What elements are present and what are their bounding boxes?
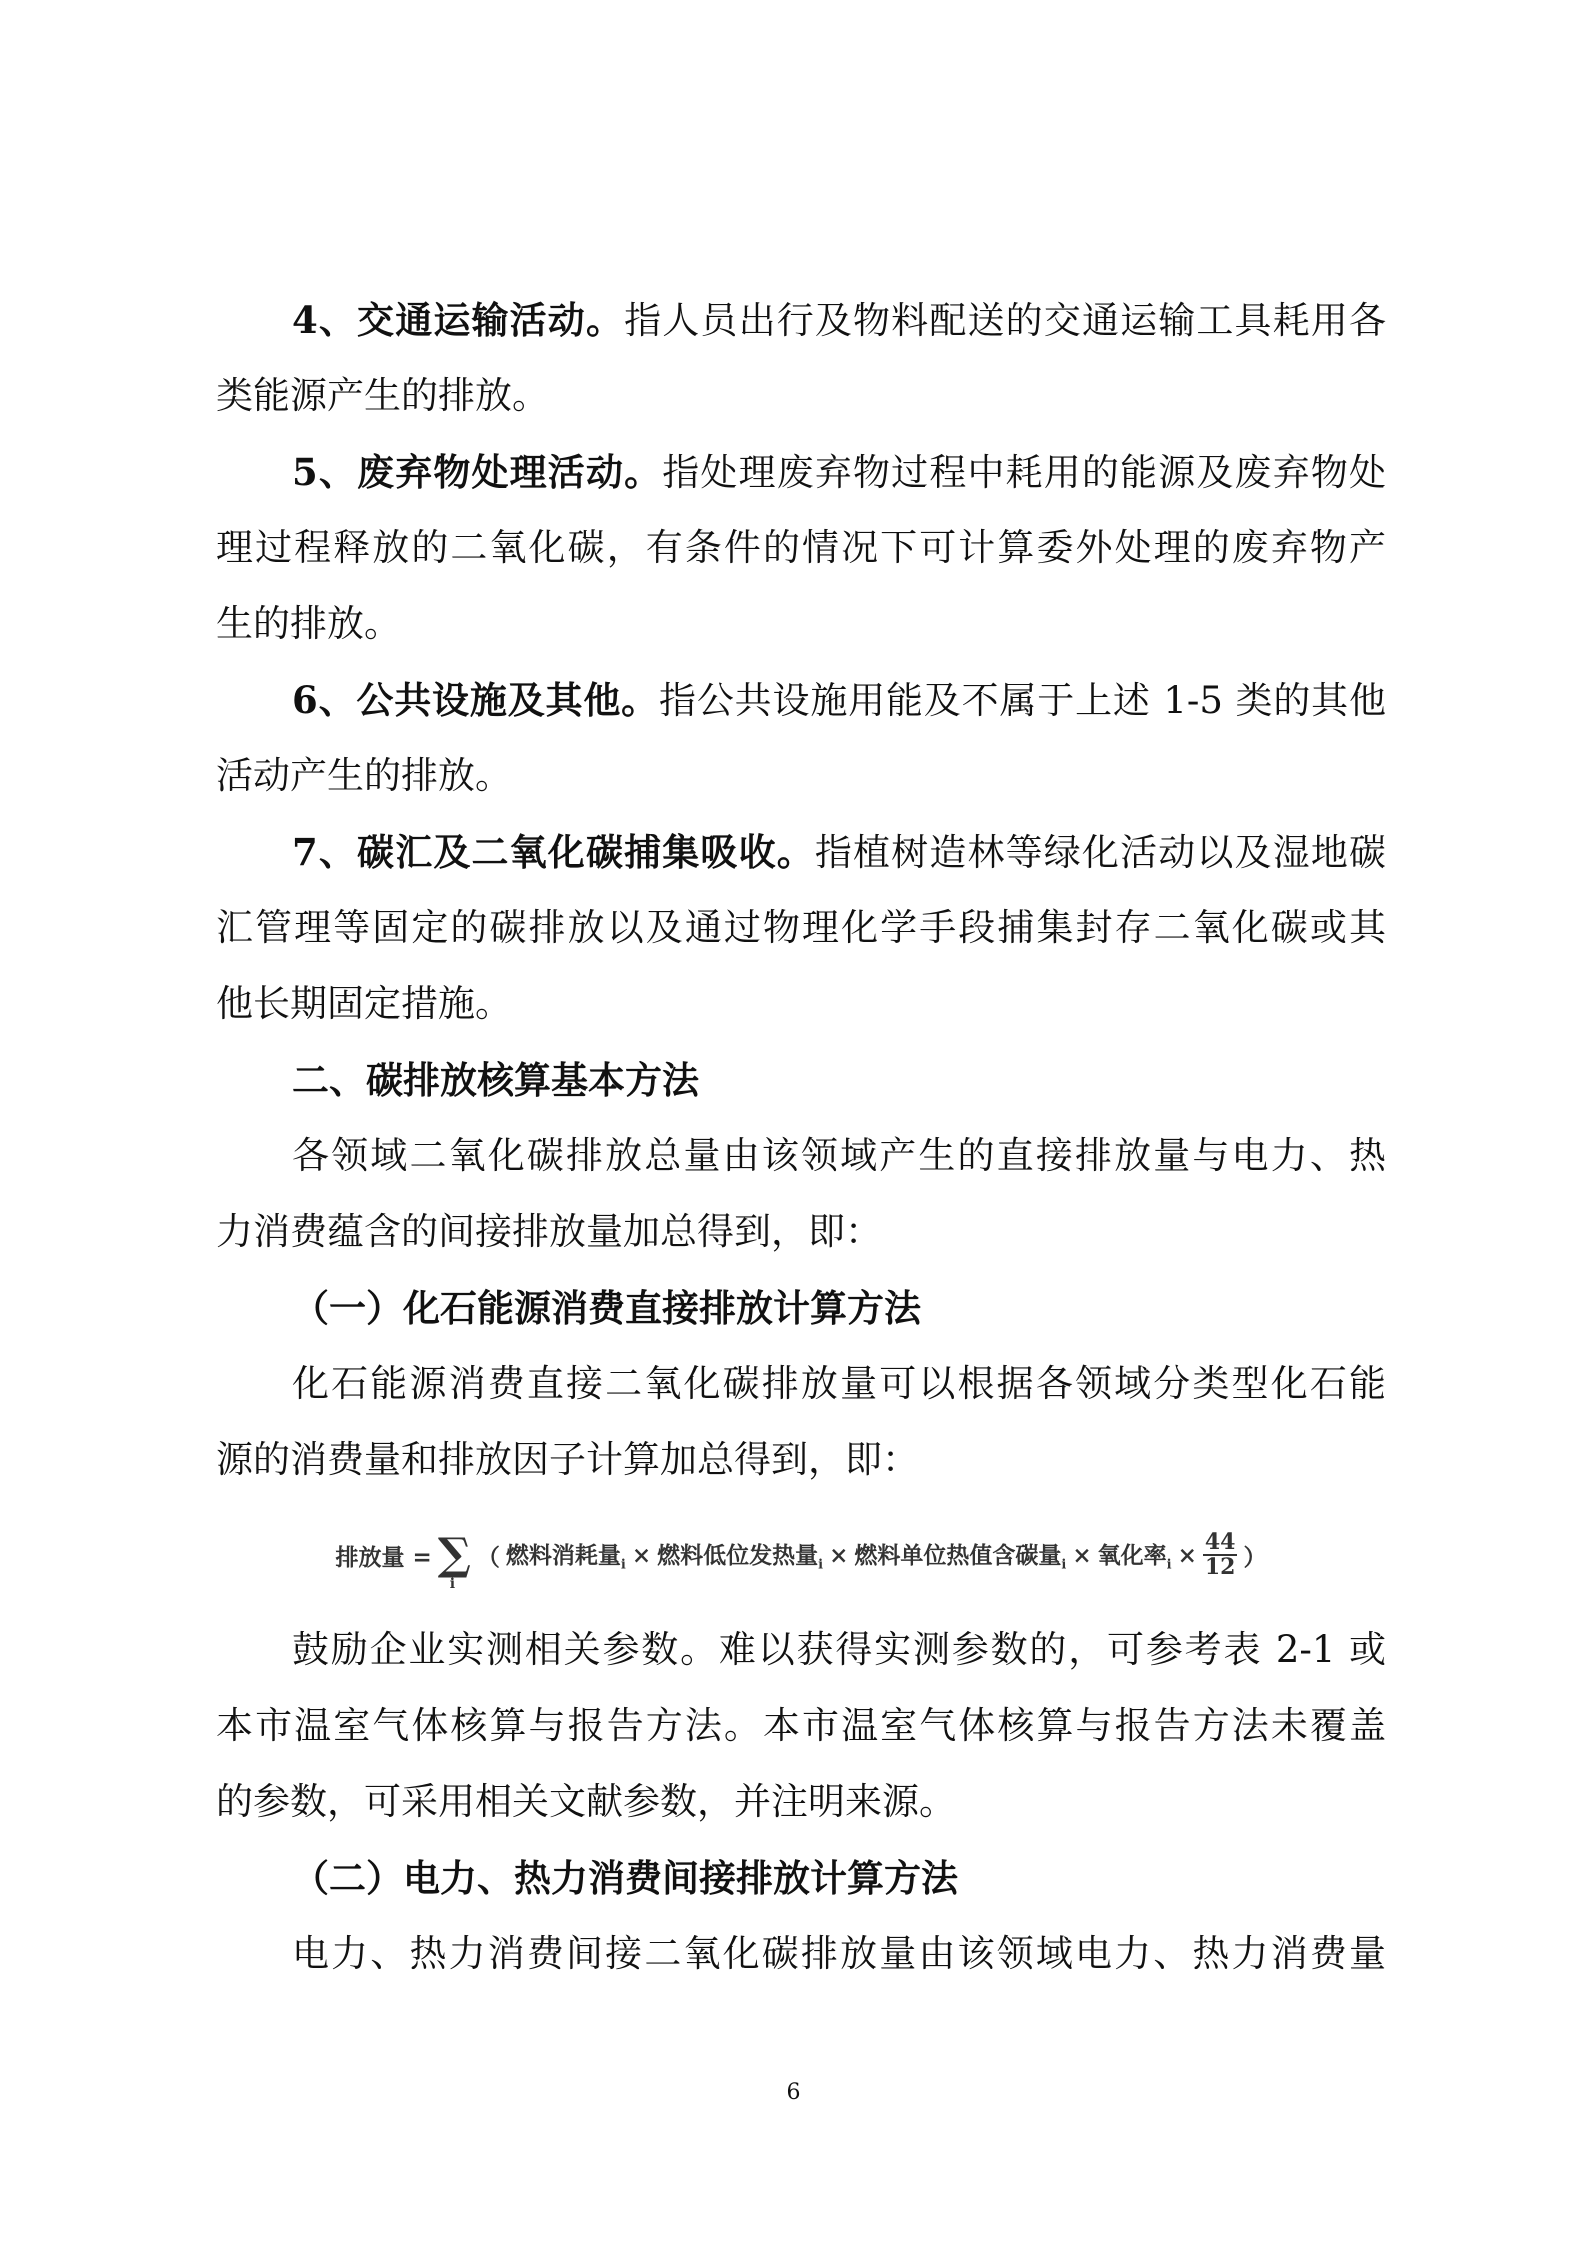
paragraph-total: 各领域二氧化碳排放总量由该领域产生的直接排放量与电力、热 bbox=[292, 1134, 1386, 1177]
formula-paren: ） bbox=[1243, 1543, 1267, 1571]
fraction: $\frac{44}{12}$ bbox=[1204, 1528, 1236, 1580]
paragraph-params-cont: 的参数，可采用相关文献参数，并注明来源。 bbox=[216, 1780, 956, 1823]
formula-term: 燃料单位热值含碳量$_i$ bbox=[854, 1542, 1067, 1573]
paragraph-public-cont: 活动产生的排放。 bbox=[216, 754, 512, 797]
paragraph-transport-cont: 类能源产生的排放。 bbox=[216, 374, 549, 417]
sigma-symbol: ∑ i bbox=[437, 1529, 471, 1592]
document-body bbox=[216, 282, 1386, 1992]
subsection-heading-indirect: （二）电力、热力消费间接排放计算方法 bbox=[292, 1856, 958, 1900]
paragraph-waste-cont: 理过程释放的二氧化碳，有条件的情况下可计算委外处理的废弃物产 bbox=[216, 526, 1386, 569]
times-symbol: × bbox=[631, 1541, 652, 1569]
paragraph-direct: 化石能源消费直接二氧化碳排放量可以根据各领域分类型化石能 bbox=[292, 1362, 1386, 1405]
paragraph-transport: 4、交通运输活动。指人员出行及物料配送的交通运输工具耗用各 bbox=[292, 298, 1387, 342]
paragraph-carbon-sink: 7、碳汇及二氧化碳捕集吸收。指植树造林等绿化活动以及湿地碳 bbox=[292, 830, 1386, 874]
section-heading: 二、碳排放核算基本方法 bbox=[292, 1058, 699, 1102]
paragraph-public: 6、公共设施及其他。指公共设施用能及不属于上述 1-5 类的其他 bbox=[292, 678, 1386, 722]
subsection-heading-direct: （一）化石能源消费直接排放计算方法 bbox=[292, 1286, 921, 1330]
page-number: 6 bbox=[786, 2080, 801, 2105]
paragraph-indirect: 电力、热力消费间接二氧化碳排放量由该领域电力、热力消费量 bbox=[292, 1932, 1386, 1975]
paragraph-waste-cont: 生的排放。 bbox=[216, 602, 401, 645]
times-symbol: × bbox=[829, 1541, 849, 1569]
emission-formula bbox=[216, 1498, 1386, 1612]
formula-lhs: 排放量 = bbox=[335, 1543, 432, 1571]
formula-paren: （ bbox=[476, 1543, 500, 1571]
paragraph-params: 鼓励企业实测相关参数。难以获得实测参数的，可参考表 2-1 或 bbox=[292, 1628, 1386, 1671]
paragraph-carbon-sink-cont: 汇管理等固定的碳排放以及通过物理化学手段捕集封存二氧化碳或其 bbox=[216, 906, 1386, 949]
formula-term: 燃料低位发热量$_i$ bbox=[657, 1542, 824, 1573]
paragraph-waste: 5、废弃物处理活动。指处理废弃物过程中耗用的能源及废弃物处 bbox=[292, 450, 1386, 494]
times-symbol: × bbox=[1177, 1541, 1197, 1569]
paragraph-direct-cont: 源的消费量和排放因子计算加总得到，即： bbox=[216, 1438, 919, 1481]
paragraph-carbon-sink-cont: 他长期固定措施。 bbox=[216, 982, 512, 1025]
formula-term: 氧化率$_i$ bbox=[1097, 1542, 1172, 1573]
paragraph-total-cont: 力消费蕴含的间接排放量加总得到，即： bbox=[216, 1210, 882, 1253]
formula-term: 燃料消耗量$_i$ bbox=[505, 1542, 626, 1573]
times-symbol: × bbox=[1072, 1541, 1092, 1569]
paragraph-params-cont: 本市温室气体核算与报告方法。本市温室气体核算与报告方法未覆盖 bbox=[216, 1704, 1386, 1747]
